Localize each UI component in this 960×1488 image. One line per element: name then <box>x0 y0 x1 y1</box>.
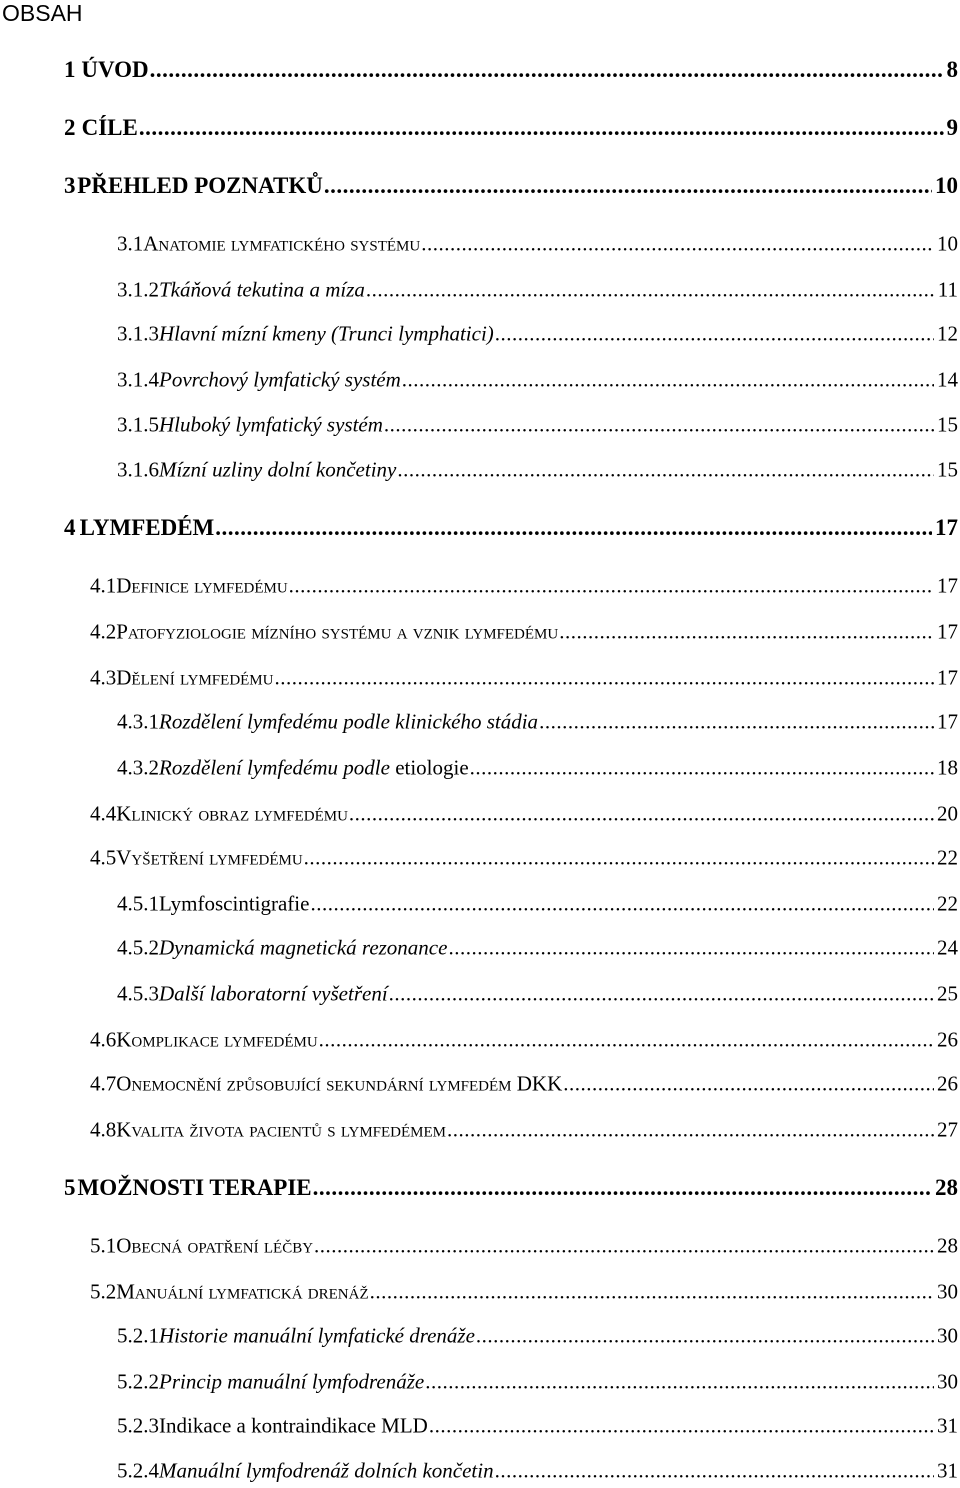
toc-entry-number: 5.2.2 <box>117 1369 159 1394</box>
toc-entry-lymfoscintigrafie[interactable] <box>117 892 958 917</box>
toc-entry-page: 18 <box>937 755 958 780</box>
toc-entry-number: 4.5.2 <box>117 935 159 960</box>
toc-entry-title: LYMFEDÉM <box>79 515 215 540</box>
dot-leader <box>446 1118 934 1143</box>
toc-entry-anatomie[interactable] <box>117 232 958 257</box>
toc-entry-number: 4.7 <box>90 1071 117 1096</box>
toc-entry-dynamicka-rezonance[interactable] <box>117 936 958 961</box>
toc-entry-title: CÍLE <box>81 115 138 140</box>
dot-leader <box>369 1280 934 1305</box>
toc-entry-title: Klinický obraz lymfedému <box>116 801 348 826</box>
dot-leader <box>475 1324 934 1349</box>
toc-entry-number: 4.1 <box>90 573 117 598</box>
toc-entry-page: 15 <box>937 412 958 437</box>
toc-entry-number: 3.1.2 <box>117 277 159 302</box>
toc-entry-number: 5.2.3 <box>117 1413 159 1438</box>
toc-entry-page: 26 <box>937 1027 958 1052</box>
toc-entry-title: Obecná opatření léčby <box>116 1233 314 1258</box>
toc-entry-page: 25 <box>937 981 958 1006</box>
toc-entry-number: 3 <box>64 173 76 198</box>
toc-entry-page: 20 <box>937 801 958 826</box>
toc-entry-page: 22 <box>937 891 958 916</box>
toc-entry-title: ÚVOD <box>81 57 149 82</box>
toc-entry-obecna-opatreni[interactable] <box>90 1234 958 1259</box>
toc-entry-number: 3.1 <box>117 231 144 256</box>
toc-entry-title-italic: Rozdělení lymfedému podle <box>159 755 390 780</box>
toc-entry-title: Tkáňová tekutina a míza <box>159 277 365 302</box>
toc-entry-page: 17 <box>937 619 958 644</box>
toc-entry-number: 3.1.3 <box>117 321 159 346</box>
toc-entry-manualni-drenaz[interactable] <box>90 1280 958 1305</box>
toc-entry-page: 17 <box>935 515 958 540</box>
toc-entry-cile[interactable] <box>64 115 958 141</box>
toc-entry-number: 4.4 <box>90 801 117 826</box>
toc-entry-title: Vyšetření lymfedému <box>116 845 303 870</box>
toc-entry-title: MOŽNOSTI TERAPIE <box>77 1175 312 1200</box>
dot-leader <box>469 756 934 781</box>
toc-entry-number: 4.6 <box>90 1027 117 1052</box>
toc-entry-title: Definice lymfedému <box>116 573 288 598</box>
toc-entry-princip-lymfodrenaze[interactable] <box>117 1370 958 1395</box>
toc-entry-patofyziologie[interactable] <box>90 620 958 645</box>
toc-entry-number: 5 <box>64 1175 76 1200</box>
dot-leader <box>318 1028 934 1053</box>
toc-entry-definice[interactable] <box>90 574 958 599</box>
toc-entry-page: 22 <box>937 845 958 870</box>
dot-leader <box>348 802 934 827</box>
toc-entry-vysetreni[interactable] <box>90 846 958 871</box>
toc-entry-page: 28 <box>935 1175 958 1200</box>
dot-leader <box>273 666 934 691</box>
toc-entry-number: 5.2.4 <box>117 1458 159 1483</box>
toc-entry-number: 3.1.4 <box>117 367 159 392</box>
toc-heading: OBSAH <box>2 0 83 26</box>
toc-entry-number: 5.2 <box>90 1279 117 1304</box>
toc-entry-title: Lymfoscintigrafie <box>159 891 310 916</box>
toc-entry-kvalita-zivota[interactable] <box>90 1118 958 1143</box>
toc-entry-title: Hluboký lymfatický systém <box>159 412 383 437</box>
dot-leader <box>138 115 944 141</box>
dot-leader <box>288 574 934 599</box>
toc-entry-moznosti-terapie[interactable] <box>64 1175 958 1201</box>
toc-entry-number: 4.5.1 <box>117 891 159 916</box>
dot-leader <box>558 620 934 645</box>
dot-leader <box>388 982 934 1007</box>
toc-entry-page: 27 <box>937 1117 958 1142</box>
toc-entry-number: 4.2 <box>90 619 117 644</box>
toc-entry-page: 30 <box>937 1323 958 1348</box>
toc-entry-title: Onemocnění způsobující sekundární lymfedém DKK <box>116 1071 563 1096</box>
toc-entry-page: 30 <box>937 1279 958 1304</box>
toc-entry-klinicky-obraz[interactable] <box>90 802 958 827</box>
toc-entry-deleni[interactable] <box>90 666 958 691</box>
toc-entry-rozdeleni-etiologie[interactable] <box>117 756 958 781</box>
toc-entry-title: Mízní uzliny dolní končetiny <box>159 457 397 482</box>
toc-entry-rozdeleni-stadia[interactable] <box>117 710 958 735</box>
toc-entry-number: 1 <box>64 57 76 82</box>
dot-leader <box>562 1072 934 1097</box>
dot-leader <box>323 173 932 199</box>
toc-entry-page: 17 <box>937 665 958 690</box>
toc-entry-title <box>159 756 469 781</box>
toc-entry-hlavni-mizni-kmeny[interactable] <box>117 322 958 347</box>
toc-entry-title: Dělení lymfedému <box>116 665 274 690</box>
toc-entry-historie-drenaze[interactable] <box>117 1324 958 1349</box>
dot-leader <box>312 1175 932 1201</box>
toc-entry-uvod[interactable] <box>64 57 958 83</box>
toc-entry-page: 17 <box>937 709 958 734</box>
toc-entry-title: Dynamická magnetická rezonance <box>159 935 448 960</box>
dot-leader <box>383 413 934 438</box>
toc-entry-title: Hlavní mízní kmeny (Trunci lymphatici) <box>159 321 494 346</box>
dot-leader <box>538 710 934 735</box>
dot-leader <box>149 57 944 83</box>
toc-entry-page: 26 <box>937 1071 958 1096</box>
toc-entry-lymfedem[interactable] <box>64 515 958 541</box>
toc-entry-number: 5.2.1 <box>117 1323 159 1348</box>
toc-entry-title: Komplikace lymfedému <box>116 1027 318 1052</box>
dot-leader <box>420 232 934 257</box>
toc-entry-number: 4.5 <box>90 845 117 870</box>
toc-entry-lymfodrenaz-koncetin[interactable] <box>117 1459 958 1484</box>
toc-entry-page: 31 <box>937 1458 958 1483</box>
toc-entry-page: 9 <box>946 115 958 140</box>
toc-entry-title: PŘEHLED POZNATKŮ <box>77 173 323 198</box>
toc-entry-page: 28 <box>937 1233 958 1258</box>
dot-leader <box>309 892 934 917</box>
toc-entry-komplikace[interactable] <box>90 1028 958 1053</box>
dot-leader <box>424 1370 934 1395</box>
dot-leader <box>396 458 934 483</box>
toc-entry-page: 30 <box>937 1369 958 1394</box>
toc-entry-page: 15 <box>937 457 958 482</box>
toc-entry-title: Patofyziologie mízního systému a vznik lymfedému <box>116 619 559 644</box>
toc-entry-hluboky-system[interactable] <box>117 413 958 438</box>
toc-entry-indikace-mld[interactable] <box>117 1414 958 1439</box>
toc-entry-title: Manuální lymfatická drenáž <box>116 1279 369 1304</box>
toc-entry-number: 4.3.2 <box>117 755 159 780</box>
toc-entry-tkanova-tekutina[interactable] <box>117 278 958 303</box>
toc-entry-number: 3.1.6 <box>117 457 159 482</box>
toc-entry-title: Anatomie lymfatického systému <box>143 231 421 256</box>
dot-leader <box>303 846 934 871</box>
toc-entry-number: 5.1 <box>90 1233 117 1258</box>
toc-entry-title: Další laboratorní vyšetření <box>159 981 388 1006</box>
toc-entry-number: 3.1.5 <box>117 412 159 437</box>
toc-entry-page: 24 <box>937 935 958 960</box>
toc-entry-page: 12 <box>937 321 958 346</box>
toc-entry-title-tail: etiologie <box>389 755 469 780</box>
toc-entry-page: 31 <box>937 1413 958 1438</box>
toc-entry-title: Manuální lymfodrenáž dolních končetin <box>159 1458 494 1483</box>
toc-entry-number: 4.3 <box>90 665 117 690</box>
toc-entry-title: Rozdělení lymfedému podle klinického stádia <box>159 709 539 734</box>
toc-entry-prehled-poznatku[interactable] <box>64 173 958 199</box>
toc-entry-povrchovy-system[interactable] <box>117 368 958 393</box>
toc-entry-title: Povrchový lymfatický systém <box>159 367 401 392</box>
toc-entry-page: 11 <box>937 277 958 302</box>
dot-leader <box>313 1234 934 1259</box>
toc-entry-onemocneni[interactable] <box>90 1072 958 1097</box>
toc-entry-page: 14 <box>937 367 958 392</box>
toc-entry-title: Indikace a kontraindikace MLD <box>159 1413 428 1438</box>
dot-leader <box>365 278 935 303</box>
toc-entry-page: 10 <box>935 173 958 198</box>
toc-entry-title: Historie manuální lymfatické drenáže <box>159 1323 475 1348</box>
dot-leader <box>494 322 934 347</box>
toc-entry-page: 8 <box>946 57 958 82</box>
toc-entry-mizni-uzliny[interactable] <box>117 458 958 483</box>
toc-entry-title: Kvalita života pacientů s lymfedémem <box>116 1117 447 1142</box>
toc-entry-page: 17 <box>937 573 958 598</box>
dot-leader <box>447 936 934 961</box>
toc-entry-number: 4 <box>64 515 76 540</box>
toc-entry-page: 10 <box>937 231 958 256</box>
toc-entry-number: 4.5.3 <box>117 981 159 1006</box>
toc-entry-number: 4.8 <box>90 1117 117 1142</box>
toc-entry-dalsi-vysetreni[interactable] <box>117 982 958 1007</box>
toc-entry-number: 4.3.1 <box>117 709 159 734</box>
dot-leader <box>214 515 932 541</box>
dot-leader <box>428 1414 934 1439</box>
toc-entry-number: 2 <box>64 115 76 140</box>
dot-leader <box>401 368 934 393</box>
toc-entry-title: Princip manuální lymfodrenáže <box>159 1369 425 1394</box>
dot-leader <box>494 1459 934 1484</box>
